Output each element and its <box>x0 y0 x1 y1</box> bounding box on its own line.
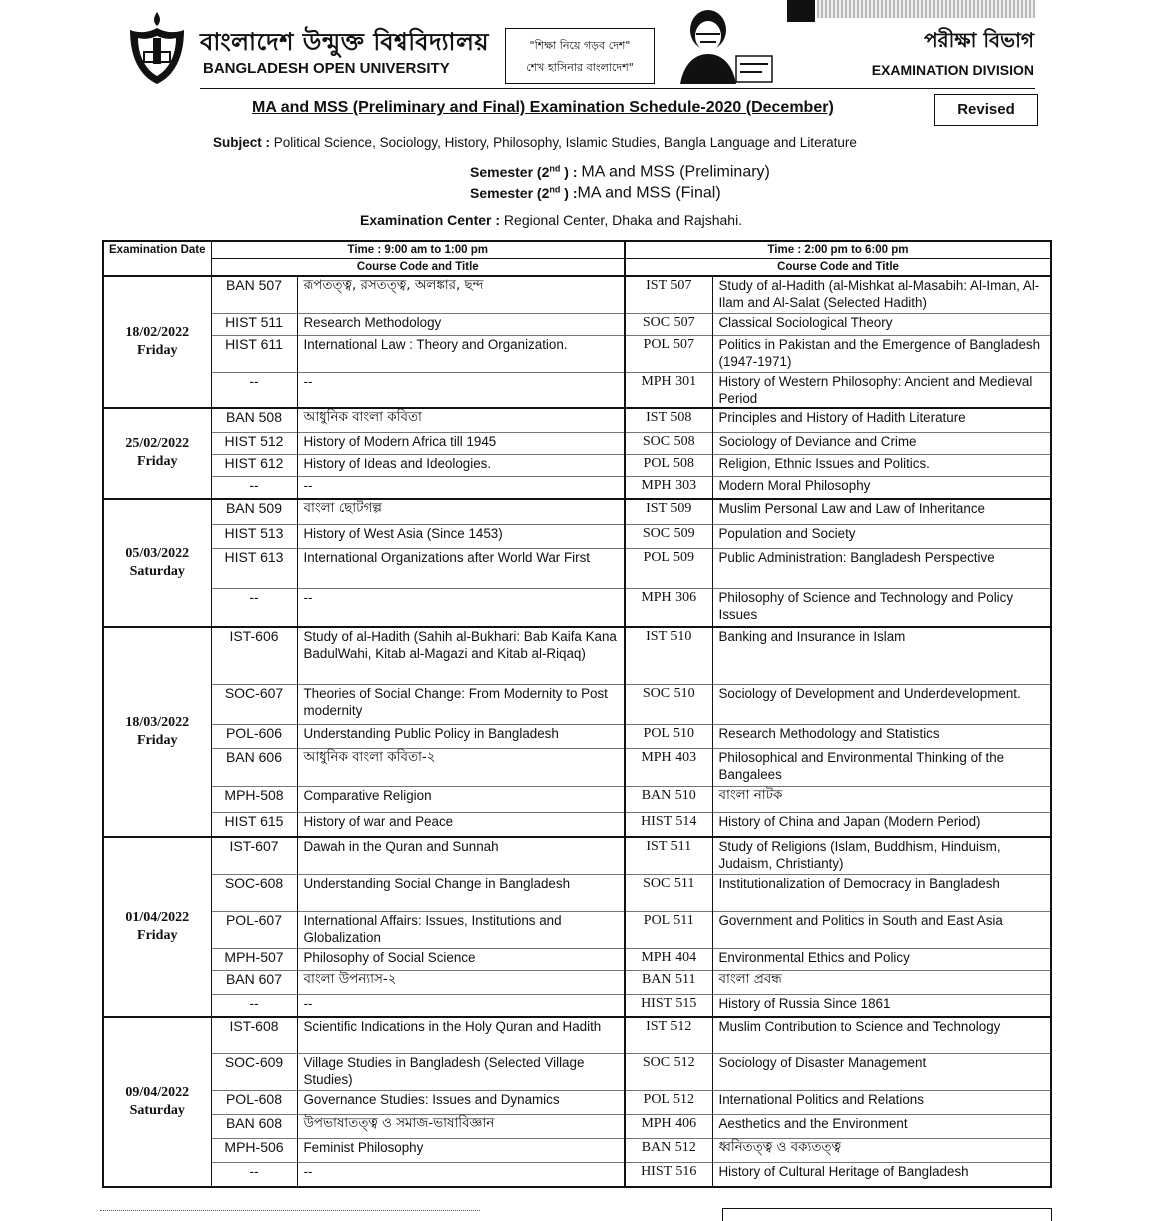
table-row <box>103 1139 1051 1163</box>
course-title-morning: Dawah in the Quran and Sunnah <box>297 837 625 875</box>
course-code-morning: BAN 507 <box>211 276 297 313</box>
course-title-morning: বাংলা ছোটগল্প <box>297 499 625 525</box>
exam-date: 18/03/2022 <box>125 714 190 730</box>
exam-center-line <box>360 212 742 228</box>
table-row <box>103 477 1051 499</box>
course-title-evening: History of China and Japan (Modern Period) <box>712 813 1051 837</box>
course-code-morning: HIST 613 <box>211 549 297 589</box>
course-code-evening: BAN 510 <box>625 787 712 813</box>
course-code-evening: MPH 301 <box>625 372 712 408</box>
table-subheader-row <box>103 259 1051 277</box>
course-title-evening: Aesthetics and the Environment <box>712 1115 1051 1139</box>
course-code-morning: -- <box>211 1163 297 1187</box>
table-row <box>103 549 1051 589</box>
course-title-evening: ধ্বনিতত্ত্ব ও বক্যতত্ত্ব <box>712 1139 1051 1163</box>
course-title-evening: Philosophical and Environmental Thinking of the Bangalees <box>712 749 1051 787</box>
course-code-morning: SOC-607 <box>211 685 297 725</box>
division-name-bangla: পরীক্ষা বিভাগ <box>924 28 1034 52</box>
course-title-evening: Sociology of Deviance and Crime <box>712 433 1051 455</box>
table-row <box>103 525 1051 549</box>
table-row <box>103 949 1051 971</box>
course-title-morning: History of Ideas and Ideologies. <box>297 455 625 477</box>
table-row <box>103 837 1051 875</box>
footer-note-line <box>100 1210 480 1211</box>
course-title-evening: Sociology of Development and Underdevelopment. <box>712 685 1051 725</box>
course-code-morning: IST-606 <box>211 627 297 685</box>
table-row <box>103 276 1051 313</box>
semester-line-1 <box>470 163 770 182</box>
table-row <box>103 971 1051 995</box>
semester-line-2 <box>470 184 721 203</box>
table-row <box>103 1163 1051 1187</box>
course-title-morning: Scientific Indications in the Holy Quran and Hadith <box>297 1017 625 1054</box>
course-title-morning: Governance Studies: Issues and Dynamics <box>297 1091 625 1115</box>
header-evening-time: Time : 2:00 pm to 6:00 pm <box>625 241 1051 259</box>
course-title-evening: History of Russia Since 1861 <box>712 995 1051 1017</box>
course-title-morning: -- <box>297 477 625 499</box>
course-code-morning: HIST 512 <box>211 433 297 455</box>
course-code-evening: SOC 511 <box>625 875 712 912</box>
course-code-morning: IST-607 <box>211 837 297 875</box>
course-code-evening: HIST 516 <box>625 1163 712 1187</box>
table-row <box>103 335 1051 372</box>
exam-day: Friday <box>137 454 178 469</box>
course-title-evening: Religion, Ethnic Issues and Politics. <box>712 455 1051 477</box>
footer-box <box>722 1208 1052 1221</box>
course-title-evening: বাংলা নাটক <box>712 787 1051 813</box>
table-row <box>103 499 1051 525</box>
exam-date: 01/04/2022 <box>125 909 190 925</box>
course-code-evening: POL 508 <box>625 455 712 477</box>
table-row <box>103 313 1051 335</box>
course-title-morning: International Law : Theory and Organization. <box>297 335 625 372</box>
course-code-morning: -- <box>211 477 297 499</box>
semester-sup: nd <box>549 163 561 173</box>
course-title-evening: Classical Sociological Theory <box>712 313 1051 335</box>
course-title-morning: Comparative Religion <box>297 787 625 813</box>
table-row <box>103 995 1051 1017</box>
table-row <box>103 1115 1051 1139</box>
course-title-evening: Politics in Pakistan and the Emergence of Bangladesh (1947-1971) <box>712 335 1051 372</box>
portrait-emblem-icon <box>670 4 775 86</box>
table-row <box>103 912 1051 949</box>
course-code-evening: HIST 515 <box>625 995 712 1017</box>
course-code-morning: -- <box>211 589 297 627</box>
course-code-evening: SOC 512 <box>625 1054 712 1091</box>
subject-value: Political Science, Sociology, History, Philosophy, Islamic Studies, Bangla Language and Literature <box>270 135 857 150</box>
exam-date-cell <box>103 499 211 627</box>
table-row <box>103 725 1051 749</box>
semester-value: MA and MSS (Final) <box>577 184 721 202</box>
course-title-evening: Public Administration: Bangladesh Perspective <box>712 549 1051 589</box>
course-title-morning: Theories of Social Change: From Modernity to Post modernity <box>297 685 625 725</box>
exam-date: 05/03/2022 <box>125 545 190 561</box>
university-logo-icon <box>124 8 190 88</box>
course-title-evening: Muslim Personal Law and Law of Inheritance <box>712 499 1051 525</box>
exam-date-cell <box>103 276 211 408</box>
course-code-evening: MPH 403 <box>625 749 712 787</box>
course-code-morning: POL-607 <box>211 912 297 949</box>
course-code-evening: SOC 508 <box>625 433 712 455</box>
course-code-morning: BAN 608 <box>211 1115 297 1139</box>
header-divider <box>200 88 1035 89</box>
exam-day: Saturday <box>129 563 185 579</box>
slogan-line-1: "শিক্ষা নিয়ে গড়ব দেশ" <box>529 39 631 52</box>
course-code-morning: BAN 606 <box>211 749 297 787</box>
table-row <box>103 749 1051 787</box>
table-row <box>103 589 1051 627</box>
course-title-morning: Philosophy of Social Science <box>297 949 625 971</box>
course-code-evening: MPH 404 <box>625 949 712 971</box>
course-title-morning: Village Studies in Bangladesh (Selected Village Studies) <box>297 1054 625 1091</box>
course-code-morning: HIST 511 <box>211 313 297 335</box>
header-course-evening: Course Code and Title <box>625 259 1051 277</box>
course-title-evening: International Politics and Relations <box>712 1091 1051 1115</box>
university-name-bangla: বাংলাদেশ উন্মুক্ত বিশ্ববিদ্যালয় <box>200 28 490 56</box>
exam-date: 18/02/2022 <box>125 324 190 340</box>
course-title-evening: History of Western Philosophy: Ancient and Medieval Period <box>712 372 1051 408</box>
table-header-row <box>103 241 1051 259</box>
course-code-morning: -- <box>211 995 297 1017</box>
header-date-col: Examination Date <box>103 241 211 276</box>
slogan-box <box>505 28 655 84</box>
course-title-morning: -- <box>297 1163 625 1187</box>
course-title-morning: History of war and Peace <box>297 813 625 837</box>
university-name-english: BANGLADESH OPEN UNIVERSITY <box>203 60 450 77</box>
course-code-evening: IST 507 <box>625 276 712 313</box>
course-title-morning: History of West Asia (Since 1453) <box>297 525 625 549</box>
course-title-evening: Environmental Ethics and Policy <box>712 949 1051 971</box>
course-code-evening: POL 509 <box>625 549 712 589</box>
slogan-line-2: শেখ হাসিনার বাংলাদেশ" <box>526 61 634 74</box>
table-row <box>103 1017 1051 1054</box>
table-row <box>103 787 1051 813</box>
course-title-evening: Study of Religions (Islam, Buddhism, Hinduism, Judaism, Christianty) <box>712 837 1051 875</box>
subject-label: Subject : <box>213 135 271 150</box>
scan-artifact-strip <box>817 0 1035 18</box>
course-code-evening: MPH 303 <box>625 477 712 499</box>
course-title-evening: Modern Moral Philosophy <box>712 477 1051 499</box>
table-row <box>103 813 1051 837</box>
course-title-morning: Understanding Social Change in Bangladesh <box>297 875 625 912</box>
revised-badge: Revised <box>934 94 1038 126</box>
course-code-morning: HIST 612 <box>211 455 297 477</box>
course-title-evening: Population and Society <box>712 525 1051 549</box>
course-code-morning: HIST 615 <box>211 813 297 837</box>
subject-line <box>213 135 857 150</box>
schedule-body <box>103 276 1051 1187</box>
course-code-evening: IST 508 <box>625 408 712 433</box>
exam-date-cell <box>103 1017 211 1187</box>
course-title-morning: -- <box>297 995 625 1017</box>
course-title-evening: Philosophy of Science and Technology and Policy Issues <box>712 589 1051 627</box>
course-title-morning: আধুনিক বাংলা কবিতা-২ <box>297 749 625 787</box>
course-code-evening: MPH 306 <box>625 589 712 627</box>
exam-day: Friday <box>137 342 178 358</box>
course-code-morning: HIST 611 <box>211 335 297 372</box>
course-code-morning: SOC-609 <box>211 1054 297 1091</box>
course-title-morning: International Affairs: Issues, Institutions and Globalization <box>297 912 625 949</box>
course-title-morning: Research Methodology <box>297 313 625 335</box>
course-title-morning: Feminist Philosophy <box>297 1139 625 1163</box>
course-code-morning: MPH-508 <box>211 787 297 813</box>
course-title-morning: Study of al-Hadith (Sahih al-Bukhari: Bab Kaifa Kana BadulWahi, Kitab al-Magazi and Kitab al-Riqaq) <box>297 627 625 685</box>
semester-label: Semester (2 <box>470 184 550 201</box>
exam-center-label: Examination Center : <box>360 212 501 228</box>
scan-artifact-block <box>787 0 815 22</box>
course-code-morning: MPH-507 <box>211 949 297 971</box>
course-code-evening: IST 509 <box>625 499 712 525</box>
course-title-morning: আধুনিক বাংলা কবিতা <box>297 408 625 433</box>
course-code-evening: POL 512 <box>625 1091 712 1115</box>
table-row <box>103 372 1051 408</box>
document-title: MA and MSS (Preliminary and Final) Examination Schedule-2020 (December) <box>252 99 834 116</box>
table-row <box>103 455 1051 477</box>
course-title-evening: Research Methodology and Statistics <box>712 725 1051 749</box>
course-title-evening: Study of al-Hadith (al-Mishkat al-Masabih: Al-Iman, Al-Ilam and Al-Salat (Selected Hadith) <box>712 276 1051 313</box>
exam-day: Saturday <box>129 1102 185 1118</box>
semester-label: Semester (2 <box>470 163 550 180</box>
course-code-evening: BAN 512 <box>625 1139 712 1163</box>
exam-date: 25/02/2022 <box>125 436 190 451</box>
exam-date-cell <box>103 408 211 499</box>
course-title-morning: বাংলা উপন্যাস-২ <box>297 971 625 995</box>
semester-sup: nd <box>549 184 561 194</box>
table-row <box>103 1054 1051 1091</box>
schedule-table <box>102 240 1052 1188</box>
course-code-morning: POL-606 <box>211 725 297 749</box>
exam-center-value: Regional Center, Dhaka and Rajshahi. <box>500 212 743 228</box>
table-row <box>103 433 1051 455</box>
header-morning-time: Time : 9:00 am to 1:00 pm <box>211 241 625 259</box>
course-title-morning: International Organizations after World War First <box>297 549 625 589</box>
exam-day: Friday <box>137 732 178 748</box>
semester-close: ) : <box>560 184 578 201</box>
course-title-morning: -- <box>297 372 625 408</box>
course-code-evening: SOC 507 <box>625 313 712 335</box>
course-code-morning: BAN 607 <box>211 971 297 995</box>
course-title-evening: Institutionalization of Democracy in Bangladesh <box>712 875 1051 912</box>
course-title-evening: Muslim Contribution to Science and Technology <box>712 1017 1051 1054</box>
table-row <box>103 408 1051 433</box>
course-title-evening: History of Cultural Heritage of Bangladesh <box>712 1163 1051 1187</box>
semester-close: ) : <box>560 163 582 180</box>
table-row <box>103 627 1051 685</box>
division-name-english: EXAMINATION DIVISION <box>871 62 1034 78</box>
course-code-morning: BAN 509 <box>211 499 297 525</box>
exam-date: 09/04/2022 <box>125 1084 190 1100</box>
course-title-morning: রূপতত্ত্ব, রসতত্ত্ব, অলঙ্কার, ছন্দ <box>297 276 625 313</box>
course-title-evening: Government and Politics in South and East Asia <box>712 912 1051 949</box>
course-code-evening: MPH 406 <box>625 1115 712 1139</box>
exam-date-cell <box>103 627 211 837</box>
course-title-morning: -- <box>297 589 625 627</box>
semester-value: MA and MSS (Preliminary) <box>581 163 770 181</box>
course-code-morning: HIST 513 <box>211 525 297 549</box>
course-code-evening: SOC 509 <box>625 525 712 549</box>
exam-day: Friday <box>137 927 178 943</box>
table-row <box>103 875 1051 912</box>
course-code-evening: POL 511 <box>625 912 712 949</box>
course-code-morning: SOC-608 <box>211 875 297 912</box>
course-code-evening: IST 510 <box>625 627 712 685</box>
course-code-morning: MPH-506 <box>211 1139 297 1163</box>
course-title-evening: Sociology of Disaster Management <box>712 1054 1051 1091</box>
course-code-evening: SOC 510 <box>625 685 712 725</box>
course-code-morning: BAN 508 <box>211 408 297 433</box>
exam-date-cell <box>103 837 211 1017</box>
course-code-morning: -- <box>211 372 297 408</box>
course-title-evening: বাংলা প্রবন্ধ <box>712 971 1051 995</box>
course-code-evening: HIST 514 <box>625 813 712 837</box>
table-row <box>103 685 1051 725</box>
course-code-evening: POL 507 <box>625 335 712 372</box>
course-title-morning: Understanding Public Policy in Bangladesh <box>297 725 625 749</box>
course-title-morning: উপভাষাতত্ত্ব ও সমাজ-ভাষাবিজ্ঞান <box>297 1115 625 1139</box>
course-code-evening: POL 510 <box>625 725 712 749</box>
document-header <box>0 0 1150 92</box>
header-course-morning: Course Code and Title <box>211 259 625 277</box>
course-title-evening: Principles and History of Hadith Literature <box>712 408 1051 433</box>
course-code-morning: IST-608 <box>211 1017 297 1054</box>
course-code-evening: IST 511 <box>625 837 712 875</box>
course-code-evening: IST 512 <box>625 1017 712 1054</box>
course-code-morning: POL-608 <box>211 1091 297 1115</box>
course-title-evening: Banking and Insurance in Islam <box>712 627 1051 685</box>
course-code-evening: BAN 511 <box>625 971 712 995</box>
course-title-morning: History of Modern Africa till 1945 <box>297 433 625 455</box>
table-row <box>103 1091 1051 1115</box>
